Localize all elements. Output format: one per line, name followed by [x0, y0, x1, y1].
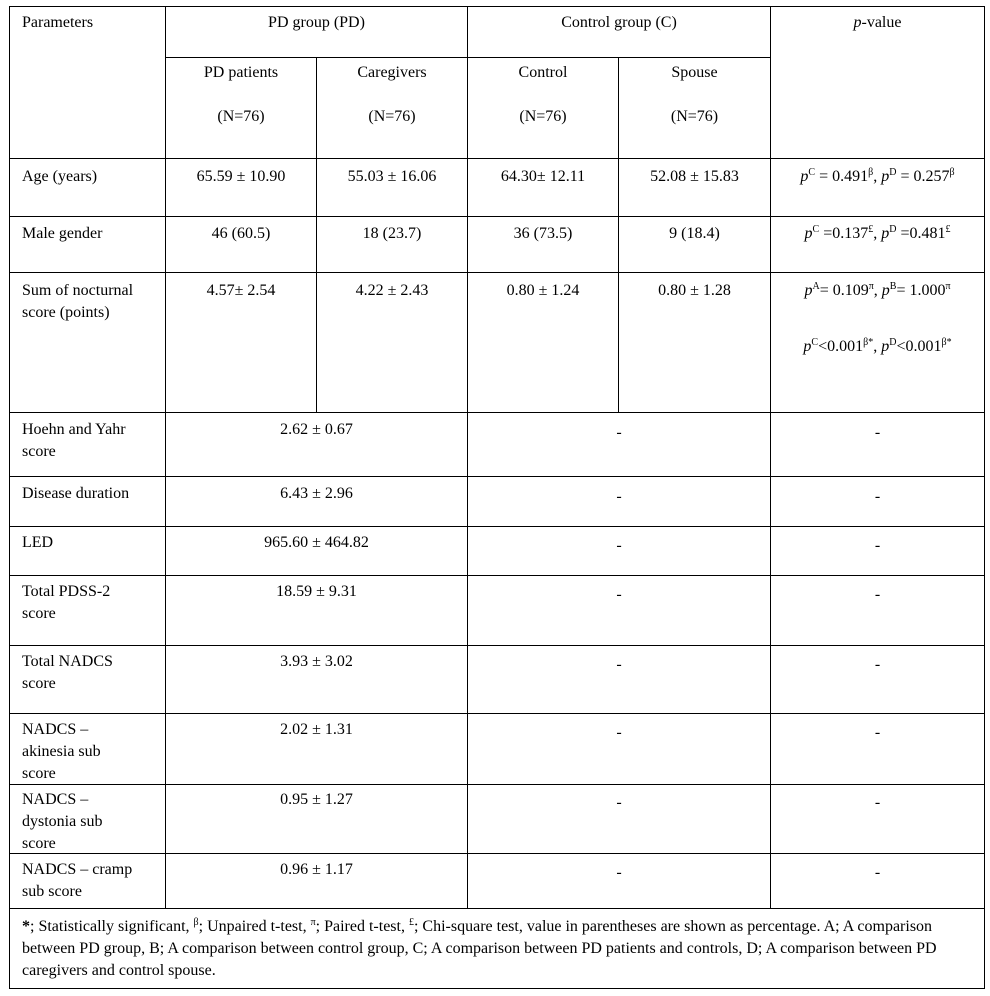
led-p: -: [874, 537, 881, 554]
row-label-hoehn-yahr: Hoehn and Yahr score: [22, 421, 126, 460]
nocturnal-caregivers: 4.22 ± 2.43: [355, 282, 429, 299]
row-line: [9, 216, 985, 217]
header-pd-patients: PD patients: [203, 64, 279, 81]
row-line: [9, 853, 985, 854]
header-caregivers: Caregivers: [357, 64, 427, 81]
hoehn-yahr-value: 2.62 ± 0.67: [280, 421, 353, 438]
row-line: [9, 476, 985, 477]
row-label-nocturnal: [22, 280, 133, 324]
row-line: [9, 645, 985, 646]
nadcs-dystonia-value: 0.95 ± 1.27: [280, 791, 353, 808]
row-line: [9, 272, 985, 273]
header-spouse-n: (N=76): [670, 108, 719, 125]
disease-duration-p: -: [874, 488, 881, 505]
male-p-value: $p^C =0.137^£$, $p^D =0.481^£$: [804, 224, 951, 242]
header-spouse: Spouse: [671, 64, 718, 81]
row-label-nadcs-dystonia: NADCS – dystonia sub score: [22, 791, 103, 852]
nocturnal-p-value-line2: $p^C<0.001^{\beta*}$, $p^D<0.001^{\beta*}$: [803, 337, 952, 355]
row-label-total-nadcs: Total NADCS score: [22, 653, 113, 692]
header-p-value: p-value: [853, 14, 902, 31]
nocturnal-pd-patients: 4.57± 2.54: [206, 282, 276, 299]
table-border-left: [9, 6, 10, 989]
nadcs-cramp-value: 0.96 ± 1.17: [280, 861, 353, 878]
nadcs-akinesia-p: -: [874, 724, 881, 741]
header-control-group: Control group (C): [561, 14, 677, 31]
col-line: [165, 6, 166, 908]
male-spouse: 9 (18.4): [669, 225, 720, 242]
row-label-nadcs-akinesia: NADCS – akinesia sub score: [22, 721, 101, 782]
total-nadcs-control: -: [616, 656, 622, 673]
nocturnal-control: 0.80 ± 1.24: [506, 282, 580, 299]
row-label-line: score (points): [22, 304, 110, 321]
total-nadcs-value: 3.93 ± 3.02: [280, 653, 353, 670]
male-pd-patients: 46 (60.5): [211, 225, 271, 242]
total-pdss2-control: -: [616, 586, 622, 603]
male-caregivers: 18 (23.7): [362, 225, 422, 242]
age-control: 64.30± 12.11: [500, 168, 586, 185]
header-caregivers-n: (N=76): [368, 108, 416, 125]
row-line: [9, 908, 985, 909]
row-label-age: Age (years): [22, 168, 98, 185]
table-border-bottom: [9, 988, 985, 989]
nadcs-akinesia-control: -: [616, 724, 622, 741]
age-p-value: $p^C = 0.491^\beta$, $p^D = 0.257^\beta$: [800, 167, 955, 185]
header-control: Control: [518, 64, 568, 81]
male-control: 36 (73.5): [513, 225, 573, 242]
table-footnote: *; Statistically significant, $^\beta$; Unpaired t-test, $^\pi$; Paired t-test, £; Chi-square test, value in parentheses are shown as percentage. A; A comparison between PD group, B; A comparison between control group, C; A comparison between PD patients and controls, D; A comparison between PD caregivers and control spouse.: [22, 917, 937, 979]
row-line: [9, 412, 985, 413]
row-label-nadcs-cramp: NADCS – cramp sub score: [22, 861, 133, 900]
header-pd-group: PD group (PD): [268, 14, 365, 31]
total-pdss2-p: -: [874, 586, 881, 603]
row-label-line: Sum of nocturnal: [22, 282, 134, 299]
header-control-n: (N=76): [519, 108, 567, 125]
row-line: [9, 575, 985, 576]
row-line: [9, 526, 985, 527]
nadcs-cramp-control: -: [616, 864, 622, 881]
hoehn-yahr-control: -: [616, 424, 622, 441]
col-line: [467, 6, 468, 908]
row-label-male-gender: Male gender: [22, 225, 103, 242]
row-label-disease-duration: Disease duration: [22, 485, 130, 502]
header-parameters: Parameters: [22, 14, 94, 31]
age-spouse: 52.08 ± 15.83: [650, 168, 739, 185]
age-caregivers: 55.03 ± 16.06: [347, 168, 437, 185]
total-nadcs-p: -: [874, 656, 881, 673]
header-bottom-line: [9, 158, 985, 159]
table-border-top: [9, 6, 985, 7]
nadcs-dystonia-p: -: [874, 794, 881, 811]
led-value: 965.60 ± 464.82: [264, 534, 369, 551]
age-pd-patients: 65.59 ± 10.90: [196, 168, 286, 185]
led-control: -: [616, 537, 622, 554]
disease-duration-control: -: [616, 488, 622, 505]
nocturnal-spouse: 0.80 ± 1.28: [658, 282, 731, 299]
total-pdss2-value: 18.59 ± 9.31: [276, 583, 357, 600]
col-line: [770, 6, 771, 908]
row-line: [9, 713, 985, 714]
header-pd-patients-n: (N=76): [217, 108, 265, 125]
disease-duration-value: 6.43 ± 2.96: [280, 485, 353, 502]
nadcs-dystonia-control: -: [616, 794, 622, 811]
row-label-led: LED: [22, 534, 54, 551]
row-line: [9, 784, 985, 785]
nocturnal-p-value-line1: $p^A= 0.109^\pi$, $p^B= 1.000^\pi$: [804, 281, 951, 299]
nadcs-akinesia-value: 2.02 ± 1.31: [280, 721, 353, 738]
hoehn-yahr-p: -: [874, 424, 881, 441]
nadcs-cramp-p: -: [874, 864, 881, 881]
table-border-right: [984, 6, 985, 989]
row-label-total-pdss2: Total PDSS-2 score: [22, 583, 111, 622]
